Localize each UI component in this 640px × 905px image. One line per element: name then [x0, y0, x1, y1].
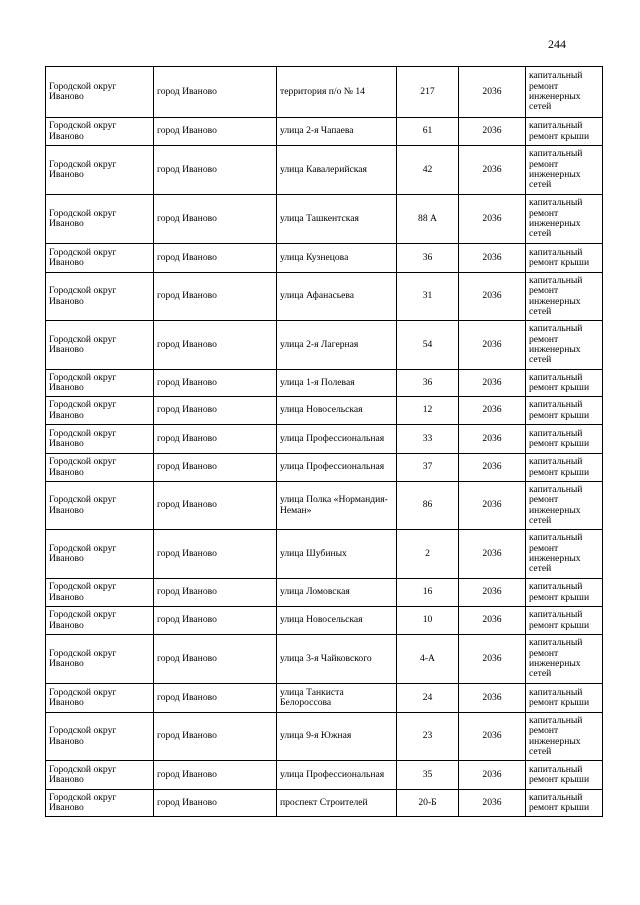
house-number-cell: 61 — [397, 118, 459, 146]
table-row — [46, 530, 603, 579]
house-number-cell: 12 — [397, 397, 459, 425]
table-body — [46, 67, 603, 817]
district-cell: Городской округ Иваново — [46, 244, 154, 273]
year-cell: 2036 — [459, 67, 526, 118]
district-cell: Городской округ Иваново — [46, 761, 154, 790]
city-cell: город Иваново — [154, 321, 277, 370]
house-number-cell: 33 — [397, 425, 459, 454]
district-cell: Городской округ Иваново — [46, 482, 154, 530]
year-cell: 2036 — [459, 684, 526, 713]
street-cell: улица Полка «Нормандия-Неман» — [277, 482, 397, 530]
house-number-cell: 31 — [397, 273, 459, 321]
work-type-cell: капитальный ремонт инженерных сетей — [526, 713, 603, 761]
house-number-cell: 36 — [397, 244, 459, 273]
city-cell: город Иваново — [154, 273, 277, 321]
city-cell: город Иваново — [154, 482, 277, 530]
street-cell: улица 3-я Чайковского — [277, 635, 397, 684]
city-cell: город Иваново — [154, 425, 277, 454]
table-row — [46, 370, 603, 397]
table-row — [46, 713, 603, 761]
district-cell: Городской округ Иваново — [46, 118, 154, 146]
table-row — [46, 635, 603, 684]
street-cell: улица 2-я Лагерная — [277, 321, 397, 370]
house-number-cell: 2 — [397, 530, 459, 579]
work-type-cell: капитальный ремонт крыши — [526, 579, 603, 607]
city-cell: город Иваново — [154, 118, 277, 146]
district-cell: Городской округ Иваново — [46, 195, 154, 244]
house-number-cell: 86 — [397, 482, 459, 530]
district-cell: Городской округ Иваново — [46, 684, 154, 713]
repair-table — [45, 66, 603, 817]
district-cell: Городской округ Иваново — [46, 454, 154, 482]
work-type-cell: капитальный ремонт инженерных сетей — [526, 635, 603, 684]
table-row — [46, 67, 603, 118]
house-number-cell: 24 — [397, 684, 459, 713]
page-number: 244 — [548, 37, 566, 51]
table-row — [46, 425, 603, 454]
street-cell: улица Профессиональная — [277, 454, 397, 482]
street-cell: улица Афанасьева — [277, 273, 397, 321]
work-type-cell: капитальный ремонт крыши — [526, 118, 603, 146]
district-cell: Городской округ Иваново — [46, 579, 154, 607]
work-type-cell: капитальный ремонт инженерных сетей — [526, 321, 603, 370]
table-row — [46, 607, 603, 635]
city-cell: город Иваново — [154, 454, 277, 482]
district-cell: Городской округ Иваново — [46, 321, 154, 370]
house-number-cell: 4-А — [397, 635, 459, 684]
work-type-cell: капитальный ремонт инженерных сетей — [526, 530, 603, 579]
year-cell: 2036 — [459, 118, 526, 146]
city-cell: город Иваново — [154, 195, 277, 244]
city-cell: город Иваново — [154, 397, 277, 425]
table-row — [46, 761, 603, 790]
city-cell: город Иваново — [154, 713, 277, 761]
work-type-cell: капитальный ремонт крыши — [526, 397, 603, 425]
street-cell: улица Новосельская — [277, 397, 397, 425]
street-cell: улица Танкиста Белороссова — [277, 684, 397, 713]
year-cell: 2036 — [459, 482, 526, 530]
year-cell: 2036 — [459, 530, 526, 579]
year-cell: 2036 — [459, 321, 526, 370]
street-cell: территория п/о № 14 — [277, 67, 397, 118]
street-cell: улица Кавалерийская — [277, 146, 397, 195]
table-row — [46, 397, 603, 425]
district-cell: Городской округ Иваново — [46, 713, 154, 761]
year-cell: 2036 — [459, 790, 526, 817]
table-row — [46, 244, 603, 273]
city-cell: город Иваново — [154, 244, 277, 273]
year-cell: 2036 — [459, 635, 526, 684]
district-cell: Городской округ Иваново — [46, 790, 154, 817]
year-cell: 2036 — [459, 761, 526, 790]
year-cell: 2036 — [459, 397, 526, 425]
year-cell: 2036 — [459, 454, 526, 482]
table-row — [46, 118, 603, 146]
table-row — [46, 195, 603, 244]
house-number-cell: 16 — [397, 579, 459, 607]
work-type-cell: капитальный ремонт крыши — [526, 425, 603, 454]
table-row — [46, 454, 603, 482]
year-cell: 2036 — [459, 146, 526, 195]
city-cell: город Иваново — [154, 635, 277, 684]
city-cell: город Иваново — [154, 790, 277, 817]
house-number-cell: 10 — [397, 607, 459, 635]
street-cell: улица Ломовская — [277, 579, 397, 607]
street-cell: улица Профессиональная — [277, 761, 397, 790]
city-cell: город Иваново — [154, 67, 277, 118]
work-type-cell: капитальный ремонт крыши — [526, 244, 603, 273]
table-row — [46, 579, 603, 607]
year-cell: 2036 — [459, 244, 526, 273]
work-type-cell: капитальный ремонт крыши — [526, 684, 603, 713]
year-cell: 2036 — [459, 607, 526, 635]
street-cell: улица Шубиных — [277, 530, 397, 579]
street-cell: проспект Строителей — [277, 790, 397, 817]
city-cell: город Иваново — [154, 370, 277, 397]
house-number-cell: 88 А — [397, 195, 459, 244]
house-number-cell: 217 — [397, 67, 459, 118]
table-row — [46, 146, 603, 195]
district-cell: Городской округ Иваново — [46, 635, 154, 684]
city-cell: город Иваново — [154, 684, 277, 713]
district-cell: Городской округ Иваново — [46, 425, 154, 454]
city-cell: город Иваново — [154, 579, 277, 607]
district-cell: Городской округ Иваново — [46, 370, 154, 397]
table-row — [46, 321, 603, 370]
city-cell: город Иваново — [154, 530, 277, 579]
work-type-cell: капитальный ремонт крыши — [526, 790, 603, 817]
work-type-cell: капитальный ремонт крыши — [526, 370, 603, 397]
street-cell: улица Кузнецова — [277, 244, 397, 273]
house-number-cell: 35 — [397, 761, 459, 790]
table-row — [46, 273, 603, 321]
work-type-cell: капитальный ремонт крыши — [526, 454, 603, 482]
house-number-cell: 42 — [397, 146, 459, 195]
house-number-cell: 37 — [397, 454, 459, 482]
street-cell: улица Профессиональная — [277, 425, 397, 454]
city-cell: город Иваново — [154, 146, 277, 195]
year-cell: 2036 — [459, 273, 526, 321]
house-number-cell: 20-Б — [397, 790, 459, 817]
district-cell: Городской округ Иваново — [46, 67, 154, 118]
street-cell: улица 1-я Полевая — [277, 370, 397, 397]
work-type-cell: капитальный ремонт крыши — [526, 761, 603, 790]
work-type-cell: капитальный ремонт инженерных сетей — [526, 482, 603, 530]
table-row — [46, 482, 603, 530]
district-cell: Городской округ Иваново — [46, 607, 154, 635]
city-cell: город Иваново — [154, 607, 277, 635]
work-type-cell: капитальный ремонт инженерных сетей — [526, 67, 603, 118]
work-type-cell: капитальный ремонт инженерных сетей — [526, 146, 603, 195]
year-cell: 2036 — [459, 713, 526, 761]
year-cell: 2036 — [459, 195, 526, 244]
street-cell: улица Ташкентская — [277, 195, 397, 244]
work-type-cell: капитальный ремонт крыши — [526, 607, 603, 635]
work-type-cell: капитальный ремонт инженерных сетей — [526, 195, 603, 244]
table-row — [46, 790, 603, 817]
year-cell: 2036 — [459, 425, 526, 454]
year-cell: 2036 — [459, 370, 526, 397]
house-number-cell: 23 — [397, 713, 459, 761]
district-cell: Городской округ Иваново — [46, 397, 154, 425]
street-cell: улица 2-я Чапаева — [277, 118, 397, 146]
year-cell: 2036 — [459, 579, 526, 607]
street-cell: улица 9-я Южная — [277, 713, 397, 761]
house-number-cell: 36 — [397, 370, 459, 397]
house-number-cell: 54 — [397, 321, 459, 370]
work-type-cell: капитальный ремонт инженерных сетей — [526, 273, 603, 321]
district-cell: Городской округ Иваново — [46, 273, 154, 321]
table-row — [46, 684, 603, 713]
district-cell: Городской округ Иваново — [46, 146, 154, 195]
street-cell: улица Новосельская — [277, 607, 397, 635]
city-cell: город Иваново — [154, 761, 277, 790]
district-cell: Городской округ Иваново — [46, 530, 154, 579]
